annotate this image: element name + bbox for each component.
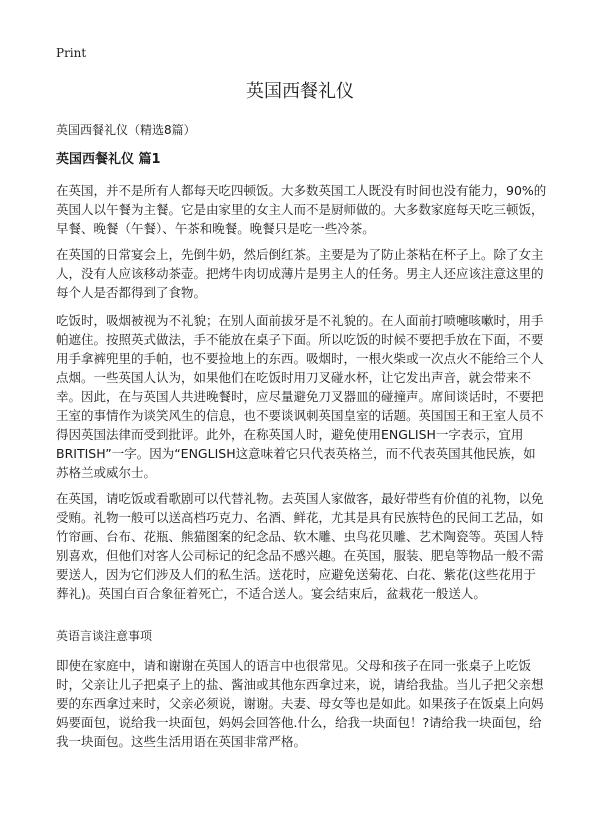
paragraph-tea: 在英国的日常宴会上，先倒牛奶，然后倒红茶。主要是为了防止茶粘在杯子上。除了女主人，没有人应该移动茶壶。把烤牛肉切成薄片是男主人的任务。男主人还应该注意这里的每个人是否都得到了食物。 (56, 247, 544, 300)
sub-heading: 英语言谈注意事项 (56, 629, 153, 643)
print-link[interactable]: Print (56, 46, 87, 60)
section-heading: 英国西餐礼仪 篇1 (56, 152, 161, 167)
paragraph-gifts: 在英国，请吃饭或看歌剧可以代替礼物。去英国人家做客，最好带些有价值的礼物，以免受贿。礼物一般可以送高档巧克力、名酒、鲜花，尤其是具有民族特色的民间工艺品，如竹帘画、台布、花瓶、熊猫图案的纪念品、软木雕、虫鸟花贝雕、艺术陶瓷等。英国人特别喜欢，但他们对客人公司标记的纪念品不感兴趣。在英国，服装、肥皂等物品一般不需要送人，因为它们涉及人们的私生活。送花时，应避免送菊花、白花、紫花(这些花用于葬礼)。英国白百合象征着死亡，不适合送人。宴会结束后，盆栽花一般送人。 (56, 491, 544, 601)
document-subtitle: 英国西餐礼仪（精选8篇） (56, 123, 196, 137)
paragraph-table-manners: 吃饭时，吸烟被视为不礼貌；在别人面前拔牙是不礼貌的。在人面前打喷嚏咳嗽时，用手帕遮住。按照英式做法，手不能放在桌子下面。所以吃饭的时候不要把手放在下面，不要用手拿裤兜里的手帕，也不要捡地上的东西。吸烟时，一根火柴或一次点火不能给三个人点烟。一些英国人认为，如果他们在吃饭时用刀叉碰水杯，让它发出声音，就会带来不幸。因此，在与英国人共进晚餐时，应尽量避免刀叉器皿的碰撞声。席间谈话时，不要把王室的事情作为谈笑风生的信息，也不要谈讽刺英国皇室的话题。英国国王和王室人员不得因英国法律而受到批评。此外，在称英国人时，避免使用ENGLISH一字表示，宜用BRITISH”一字。因为“ENGLISH这意味着它只代表英格兰，而不代表英国其他民族，如苏格兰或威尔士。 (56, 313, 544, 480)
paragraph-language: 即使在家庭中，请和谢谢在英国人的语言中也很常见。父母和孩子在同一张桌子上吃饭时，父亲让儿子把桌子上的盐、酱油或其他东西拿过来，说，请给我盐。当儿子把父亲想要的东西拿过来时，父亲必须说，谢谢。夫妻、母女等也是如此。如果孩子在饭桌上向妈妈要面包，说给我一块面包，妈妈会回答他.什么，给我一块面包！?请给我一块面包，给我一块面包。这些生活用语在英国非常严格。 (56, 658, 544, 749)
paragraph-meals: 在英国，并不是所有人都每天吃四顿饭。大多数英国工人既没有时间也没有能力，90%的英国人以午餐为主餐。它是由家里的女主人而不是厨师做的。大多数家庭每天吃三顿饭，早餐、晚餐（午餐）、午茶和晚餐。晚餐只是吃一些冷茶。 (56, 183, 547, 236)
document-title: 英国西餐礼仪 (246, 81, 354, 102)
